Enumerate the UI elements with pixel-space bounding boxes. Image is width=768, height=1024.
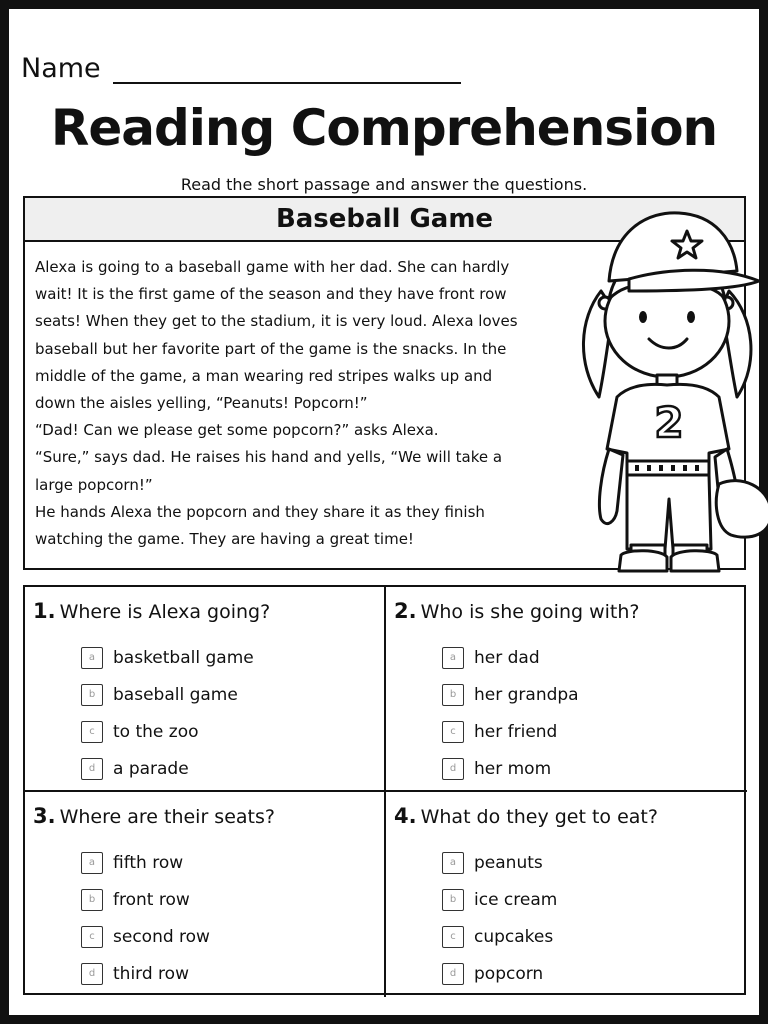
question-number: 2. bbox=[394, 599, 417, 623]
passage-text bbox=[25, 242, 570, 553]
answer-checkbox[interactable]: b bbox=[81, 684, 103, 706]
answer-checkbox[interactable]: c bbox=[442, 721, 464, 743]
answer-checkbox[interactable]: c bbox=[442, 926, 464, 948]
option-b[interactable] bbox=[81, 881, 210, 918]
name-row bbox=[21, 53, 461, 84]
option-label: her friend bbox=[474, 721, 558, 742]
question-3 bbox=[25, 792, 386, 997]
option-label: peanuts bbox=[474, 852, 543, 873]
option-list bbox=[81, 844, 210, 992]
answer-checkbox[interactable]: a bbox=[81, 852, 103, 874]
option-a[interactable] bbox=[81, 639, 254, 676]
option-a[interactable] bbox=[442, 844, 557, 881]
name-label: Name bbox=[21, 53, 101, 84]
passage-line: baseball but her favorite part of the game is the snacks. In the bbox=[35, 339, 507, 358]
passage-line: middle of the game, a man wearing red stripes walks up and bbox=[35, 366, 493, 385]
option-b[interactable] bbox=[442, 676, 579, 713]
option-c[interactable] bbox=[442, 713, 579, 750]
question-text: What do they get to eat? bbox=[420, 806, 658, 828]
option-label: ice cream bbox=[474, 889, 558, 910]
question-text: Who is she going with? bbox=[420, 601, 640, 623]
option-a[interactable] bbox=[81, 844, 210, 881]
option-label: baseball game bbox=[113, 684, 238, 705]
question-text: Where are their seats? bbox=[59, 806, 275, 828]
answer-checkbox[interactable]: d bbox=[442, 963, 464, 985]
answer-checkbox[interactable]: b bbox=[442, 889, 464, 911]
question-text: Where is Alexa going? bbox=[59, 601, 271, 623]
option-d[interactable] bbox=[81, 750, 254, 787]
passage-line: “Sure,” says dad. He raises his hand and yells, “We will take a bbox=[35, 448, 503, 467]
answer-checkbox[interactable]: d bbox=[81, 758, 103, 780]
passage-line: large popcorn!” bbox=[35, 475, 153, 494]
option-d[interactable] bbox=[81, 955, 210, 992]
option-label: popcorn bbox=[474, 963, 544, 984]
passage-line: wait! It is the first game of the season and they have front row bbox=[35, 285, 507, 304]
option-d[interactable] bbox=[442, 955, 557, 992]
baseball-girl-illustration bbox=[569, 199, 768, 594]
answer-checkbox[interactable]: b bbox=[442, 684, 464, 706]
option-list bbox=[442, 844, 557, 992]
answer-checkbox[interactable]: d bbox=[81, 963, 103, 985]
question-number: 3. bbox=[33, 804, 56, 828]
option-a[interactable] bbox=[442, 639, 579, 676]
question-number: 4. bbox=[394, 804, 417, 828]
question-number: 1. bbox=[33, 599, 56, 623]
question-4 bbox=[386, 792, 747, 997]
answer-checkbox[interactable]: b bbox=[81, 889, 103, 911]
option-label: a parade bbox=[113, 758, 189, 779]
passage-line: seats! When they get to the stadium, it is very loud. Alexa loves bbox=[35, 312, 518, 331]
option-label: front row bbox=[113, 889, 190, 910]
option-label: her mom bbox=[474, 758, 552, 779]
option-b[interactable] bbox=[442, 881, 557, 918]
option-label: second row bbox=[113, 926, 210, 947]
answer-checkbox[interactable]: c bbox=[81, 926, 103, 948]
name-line bbox=[113, 56, 461, 84]
passage-line: “Dad! Can we please get some popcorn?” asks Alexa. bbox=[35, 421, 439, 440]
passage-title: Baseball Game bbox=[275, 204, 494, 234]
option-label: third row bbox=[113, 963, 189, 984]
answer-checkbox[interactable]: c bbox=[81, 721, 103, 743]
question-1 bbox=[25, 587, 386, 792]
option-c[interactable] bbox=[442, 918, 557, 955]
option-c[interactable] bbox=[81, 918, 210, 955]
page-subtitle: Read the short passage and answer the questions. bbox=[180, 175, 588, 194]
option-d[interactable] bbox=[442, 750, 579, 787]
option-label: her dad bbox=[474, 647, 540, 668]
answer-checkbox[interactable]: a bbox=[81, 647, 103, 669]
answer-checkbox[interactable]: a bbox=[442, 647, 464, 669]
answer-checkbox[interactable]: a bbox=[442, 852, 464, 874]
questions-grid bbox=[23, 585, 746, 995]
option-list bbox=[81, 639, 254, 787]
passage-line: down the aisles yelling, “Peanuts! Popcorn!” bbox=[35, 394, 368, 413]
option-label: fifth row bbox=[113, 852, 184, 873]
passage-line: watching the game. They are having a great time! bbox=[35, 530, 414, 549]
option-c[interactable] bbox=[81, 713, 254, 750]
option-list bbox=[442, 639, 579, 787]
page-title: Reading Comprehension bbox=[50, 99, 718, 157]
jersey-number: 2 bbox=[654, 398, 684, 447]
passage-line: Alexa is going to a baseball game with her dad. She can hardly bbox=[35, 258, 510, 276]
answer-checkbox[interactable]: d bbox=[442, 758, 464, 780]
option-b[interactable] bbox=[81, 676, 254, 713]
option-label: cupcakes bbox=[474, 926, 554, 947]
option-label: basketball game bbox=[113, 647, 254, 668]
option-label: her grandpa bbox=[474, 684, 579, 705]
question-2 bbox=[386, 587, 747, 792]
passage-line: He hands Alexa the popcorn and they share it as they finish bbox=[35, 502, 485, 521]
option-label: to the zoo bbox=[113, 721, 199, 742]
